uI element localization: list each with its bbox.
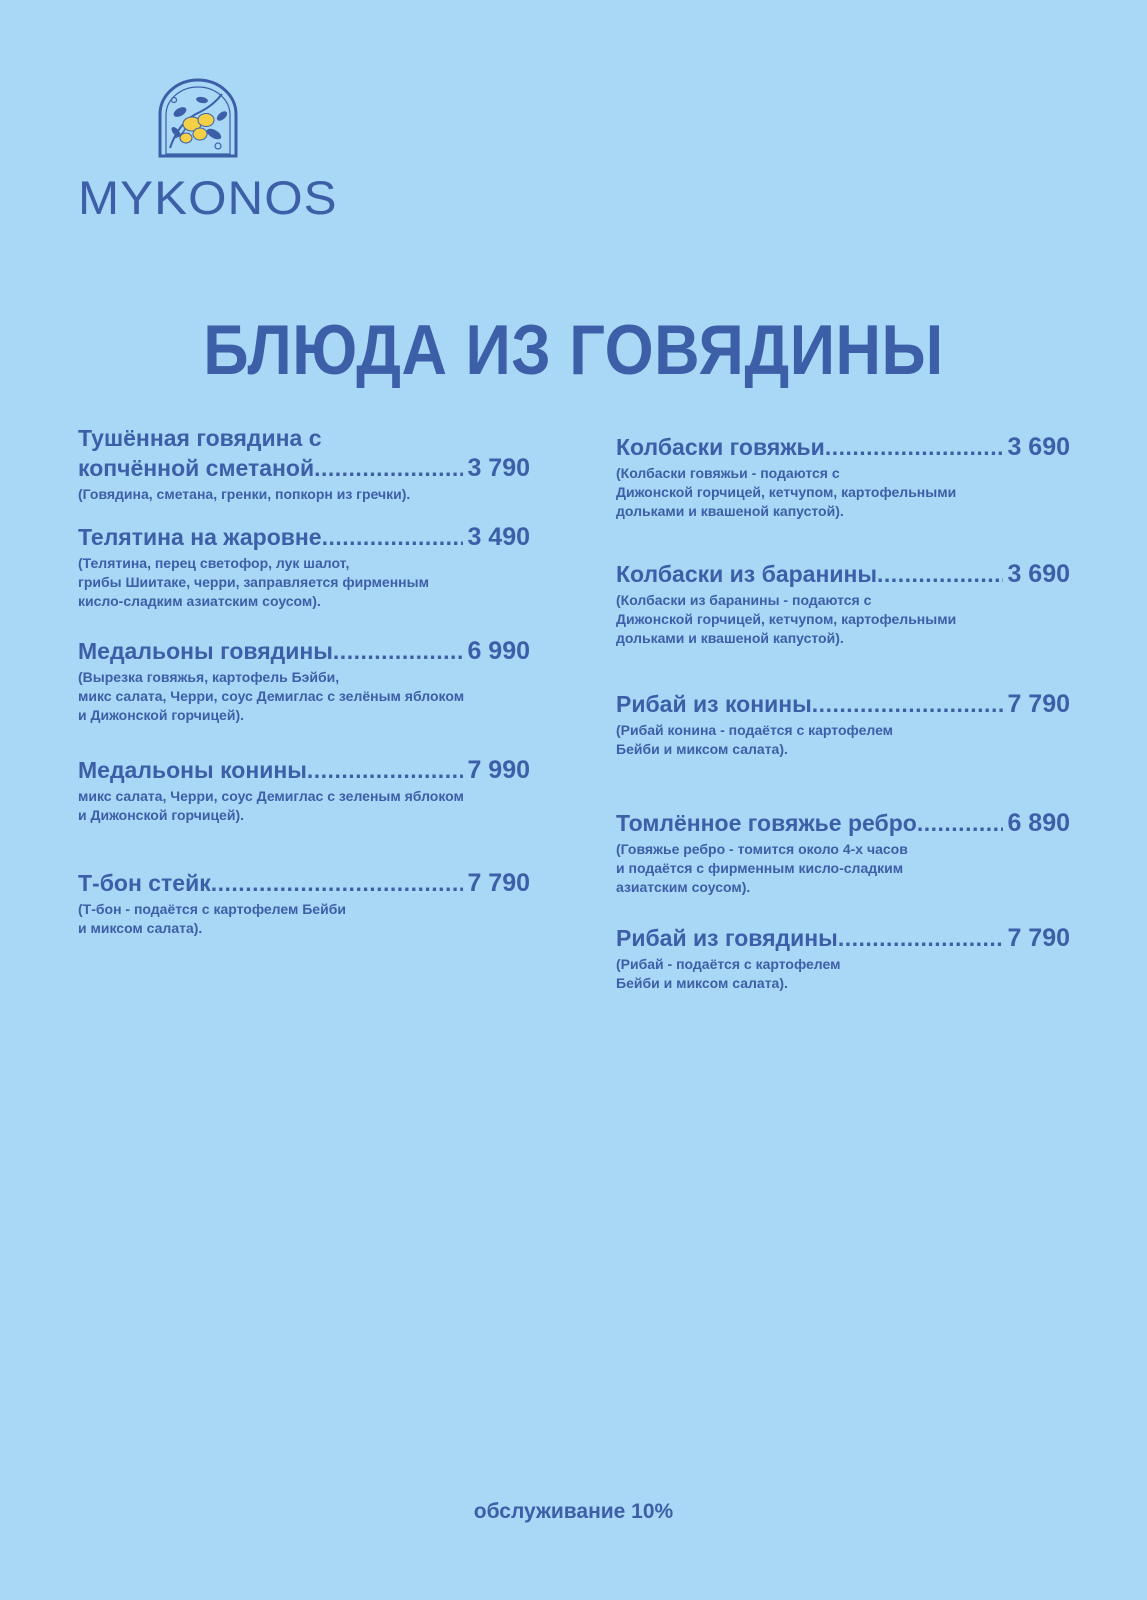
menu-item bbox=[616, 689, 1070, 759]
menu-item-description: (Вырезка говяжья, картофель Бэйби, микс салата, Черри, соус Демиглас с зелёным яблоком и Дижонской горчицей). bbox=[78, 669, 465, 723]
menu-item-heading bbox=[616, 808, 1070, 838]
menu-item bbox=[78, 636, 530, 725]
menu-item-heading bbox=[78, 868, 530, 898]
menu-item-price: 3 490 bbox=[467, 523, 530, 551]
menu-item-name: копчённой сметаной bbox=[78, 455, 315, 481]
menu-item-price: 7 790 bbox=[1007, 690, 1070, 718]
menu-item-description: (Телятина, перец светофор, лук шалот, грибы Шиитаке, черри, заправляется фирменным кисло-сладким азиатским соусом). bbox=[78, 555, 429, 609]
dot-leader bbox=[825, 432, 1004, 462]
menu-item-price: 3 690 bbox=[1007, 560, 1070, 588]
dot-leader bbox=[322, 522, 464, 552]
menu-item-heading bbox=[616, 432, 1070, 462]
menu-item-heading bbox=[616, 559, 1070, 589]
menu-item-description: (Колбаски из баранины - подаются с Дижонской горчицей, кетчупом, картофельными дольками и квашеной капустой). bbox=[616, 592, 957, 646]
arch-lemon-emblem-icon bbox=[156, 78, 240, 158]
menu-item-name: Колбаски говяжьи bbox=[616, 434, 825, 460]
menu-item-name: Рибай из конины bbox=[616, 691, 812, 717]
menu-item-name: Т-бон стейк bbox=[78, 870, 211, 896]
menu-item bbox=[616, 923, 1070, 993]
dot-leader bbox=[211, 868, 464, 898]
menu-item-price: 3 790 bbox=[467, 454, 530, 482]
menu-item-price: 7 990 bbox=[467, 756, 530, 784]
menu-item-description: микс салата, Черри, соус Демиглас с зеленым яблоком и Дижонской горчицей). bbox=[78, 788, 464, 823]
service-charge-note: обслуживание 10% bbox=[473, 1500, 674, 1523]
dot-leader bbox=[917, 808, 1004, 838]
menu-item-name: Телятина на жаровне bbox=[78, 524, 322, 550]
menu-item bbox=[78, 755, 530, 825]
dot-leader bbox=[333, 636, 464, 666]
menu-item-description: (Рибай конина - подаётся с картофелем Бейби и миксом салата). bbox=[616, 722, 894, 757]
menu-item-description: (Колбаски говяжьи - подаются с Дижонской горчицей, кетчупом, картофельными дольками и квашеной капустой). bbox=[616, 465, 957, 519]
menu-item bbox=[78, 868, 530, 938]
menu-item-name: Томлённое говяжье ребро bbox=[616, 810, 917, 836]
logo bbox=[78, 78, 338, 230]
menu-item-heading bbox=[616, 689, 1070, 719]
page-title: БЛЮДА ИЗ ГОВЯДИНЫ bbox=[203, 311, 944, 390]
menu-item-price: 7 790 bbox=[1007, 924, 1070, 952]
menu-item-price: 6 890 bbox=[1007, 809, 1070, 837]
menu-item-heading bbox=[78, 522, 530, 552]
brand-name: MYKONOS bbox=[78, 171, 338, 224]
menu-item-name: Рибай из говядины bbox=[616, 925, 838, 951]
dot-leader bbox=[838, 923, 1004, 953]
menu-item-price: 6 990 bbox=[467, 637, 530, 665]
menu-item-description: (Рибай - подаётся с картофелем Бейби и миксом салата). bbox=[616, 956, 841, 991]
dot-leader bbox=[877, 559, 1003, 589]
dot-leader bbox=[307, 755, 464, 785]
menu-item-description: (Т-бон - подаётся с картофелем Бейби и миксом салата). bbox=[78, 901, 346, 936]
menu-item-description: (Говяжье ребро - томится около 4-х часов и подаётся с фирменным кисло-сладким азиатским соусом). bbox=[616, 841, 908, 895]
menu-item-price: 7 790 bbox=[467, 869, 530, 897]
menu-item-name-line1: Тушённая говядина с bbox=[78, 425, 322, 451]
menu-item-heading bbox=[78, 755, 530, 785]
menu-item-heading bbox=[78, 636, 530, 666]
menu-item-name: Медальоны говядины bbox=[78, 638, 333, 664]
dot-leader bbox=[812, 689, 1004, 719]
menu-item-heading bbox=[78, 453, 530, 483]
menu-item bbox=[78, 423, 530, 504]
menu-item-heading bbox=[616, 923, 1070, 953]
menu-item-name: Колбаски из баранины bbox=[616, 561, 878, 587]
menu-item-price: 3 690 bbox=[1007, 433, 1070, 461]
menu-item-description: (Говядина, сметана, гренки, попкорн из гречки). bbox=[78, 486, 411, 502]
menu-item bbox=[616, 808, 1070, 897]
menu-item-name: Медальоны конины bbox=[78, 757, 307, 783]
menu-item bbox=[616, 559, 1070, 648]
menu-item bbox=[616, 432, 1070, 521]
dot-leader bbox=[314, 453, 463, 483]
menu-item bbox=[78, 522, 530, 611]
